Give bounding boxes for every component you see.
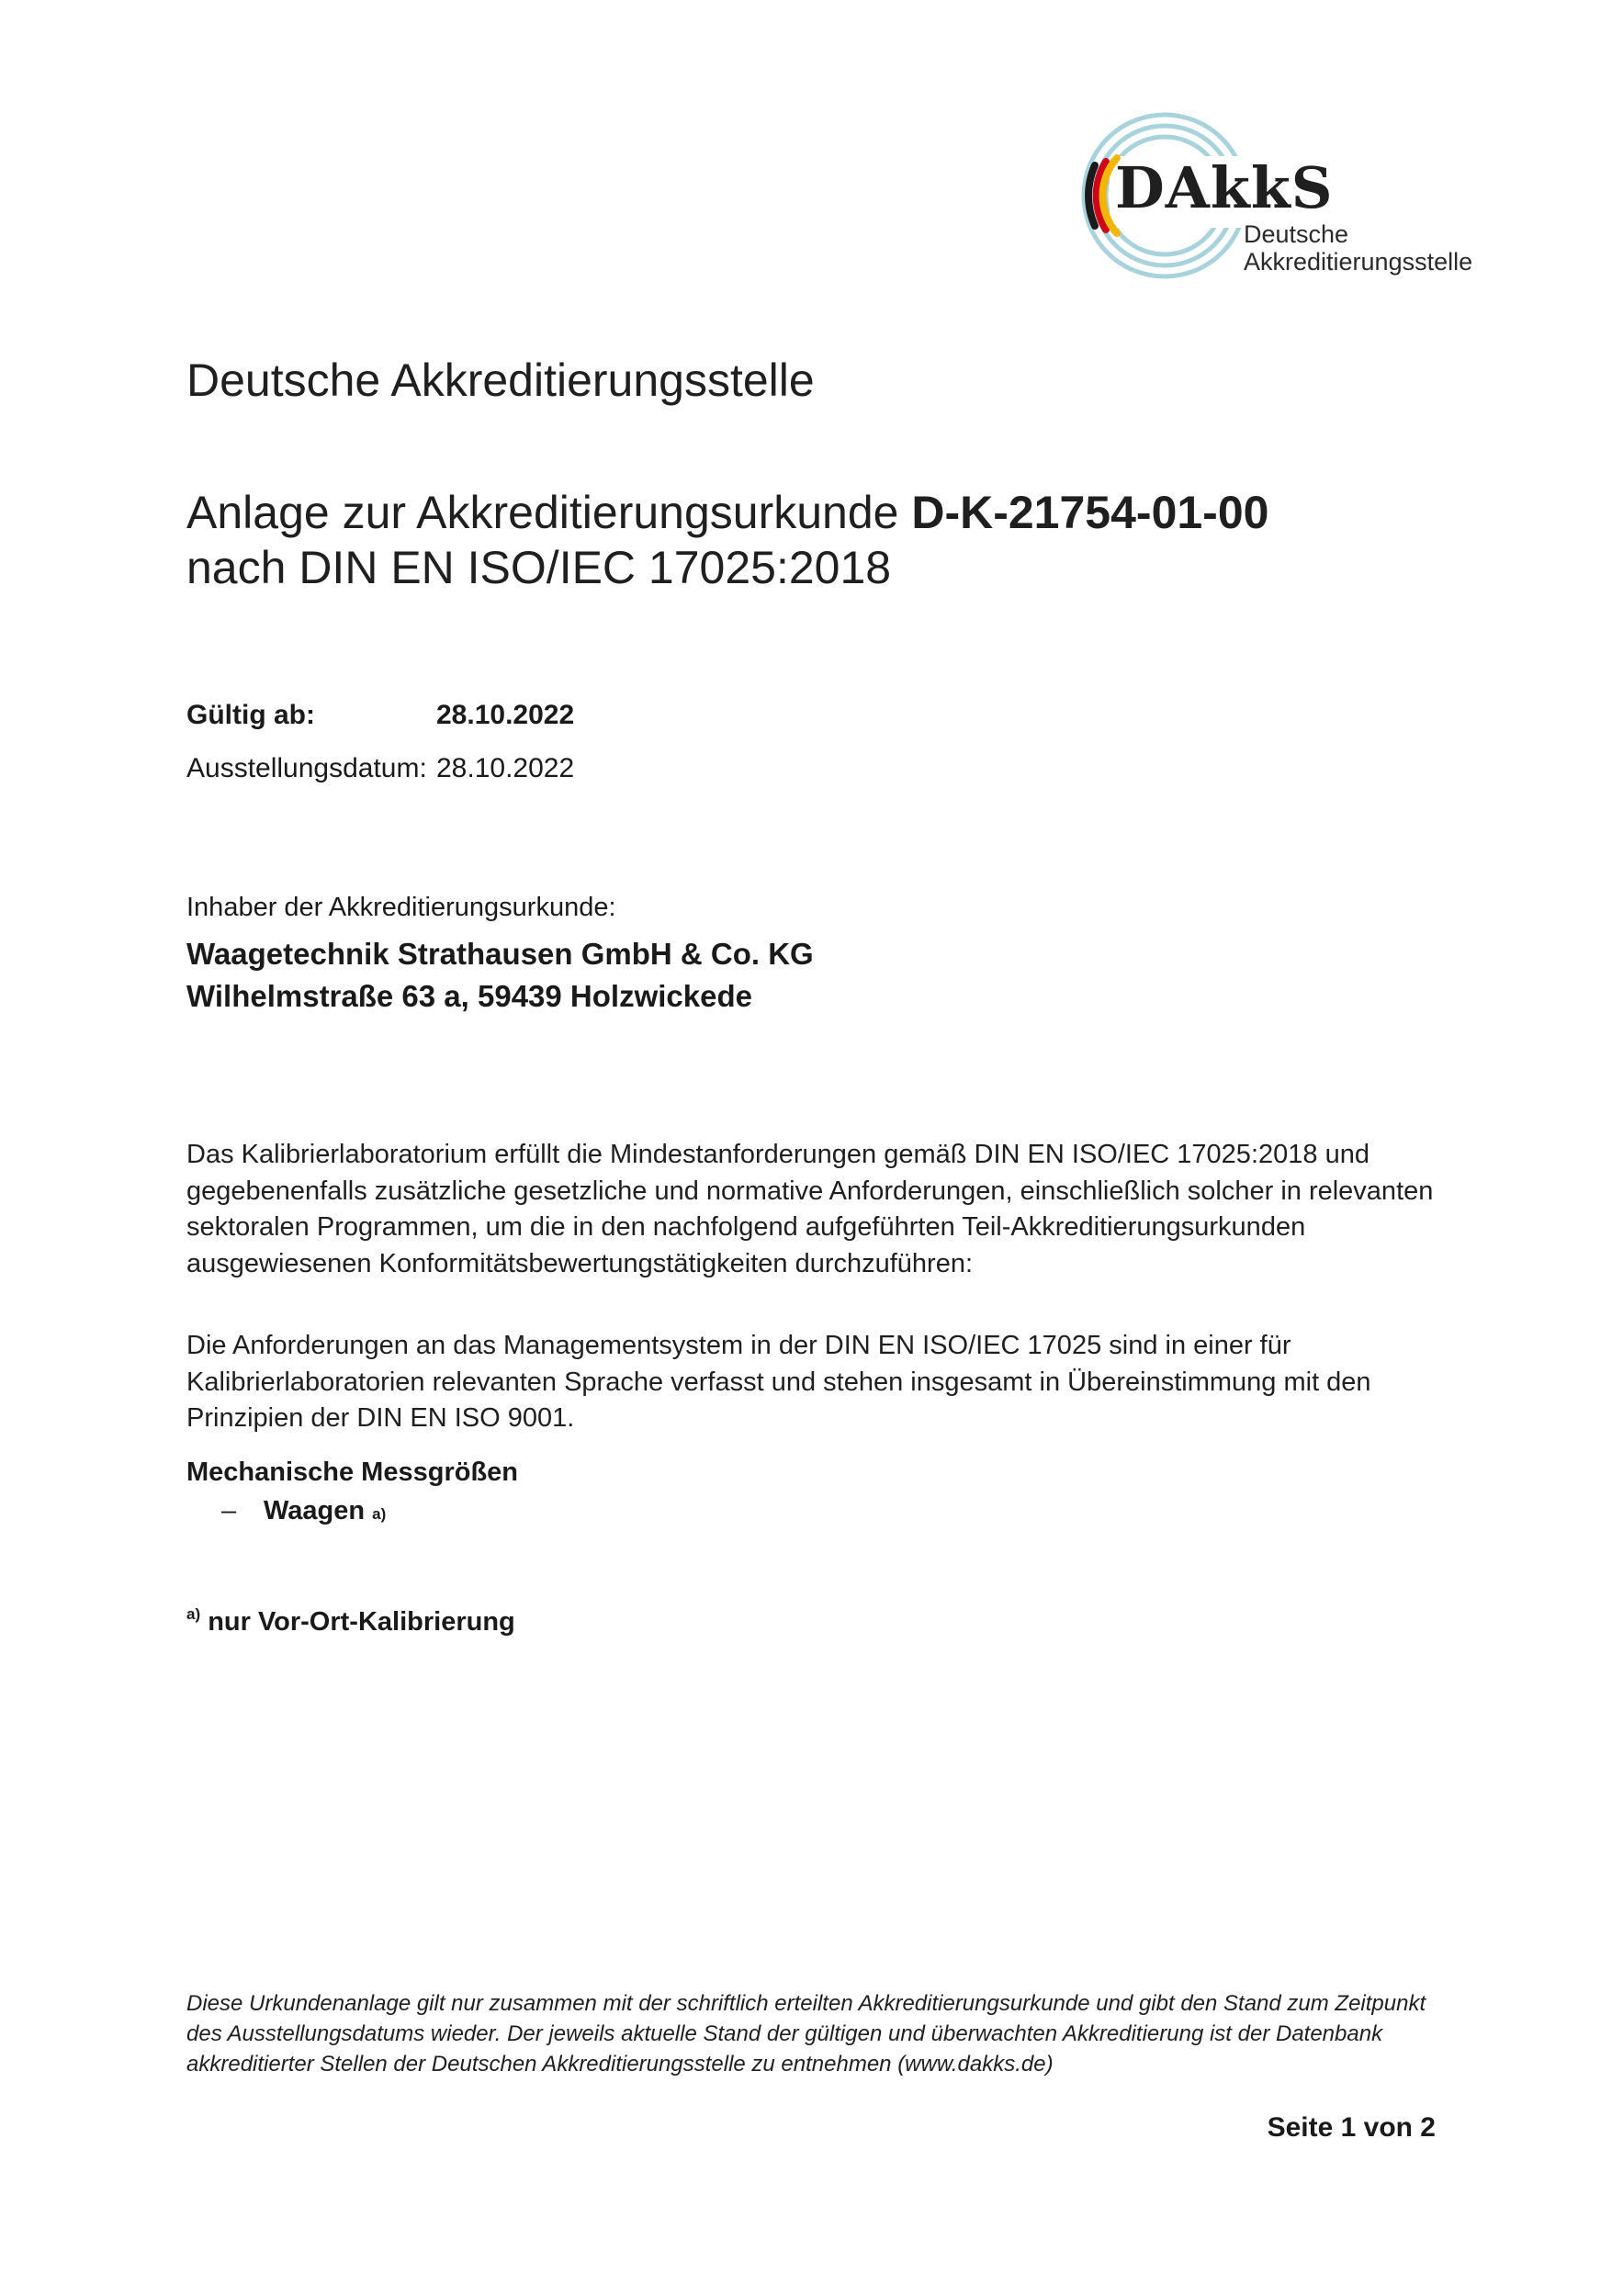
holder-address: Wilhelmstraße 63 a, 59439 Holzwickede: [186, 979, 752, 1013]
title-line2: nach DIN EN ISO/IEC 17025:2018: [186, 542, 892, 593]
dakks-logo: [1073, 108, 1495, 283]
issue-date-label: Ausstellungsdatum:: [186, 753, 427, 783]
footnote-marker: a): [186, 1605, 201, 1623]
holder-intro: Inhaber der Akkreditierungsurkunde:: [186, 893, 616, 922]
footnote-text: nur Vor-Ort-Kalibrierung: [208, 1607, 515, 1637]
title-line1: [186, 485, 1268, 540]
scope-section: [186, 1453, 518, 1530]
footnote: [186, 1603, 515, 1641]
logo-subtitle-line1: Deutsche: [1244, 220, 1349, 248]
issue-date-row: [186, 742, 574, 795]
footer-note: Diese Urkundenanlage gilt nur zusammen mit der schriftlich erteilten Akkreditierungsurkunde und gibt den Stand zum Zeitpunkt des Ausstellungsdatums wieder. Der jeweils aktuelle Stand der gültigen und überwachten Akkreditierung ist der Datenbank akkreditierter Stellen der Deutschen Akkreditierungsstelle zu entnehmen (www.dakks.de): [186, 1991, 1426, 2077]
page-number: Seite 1 von 2: [1267, 2112, 1436, 2143]
valid-from-row: [186, 689, 574, 742]
valid-from-value: 28.10.2022: [436, 700, 575, 730]
body-paragraph-2: Die Anforderungen an das Managementsystem in der DIN EN ISO/IEC 17025 sind in einer für Kalibrierlaboratorien relevanten Sprache verfasst und stehen insgesamt in Übereinstimmung mit den Prinzipien der DIN EN ISO 9001.: [186, 1331, 1371, 1433]
logo-subtitle: [1244, 220, 1472, 276]
scope-item-label: Waagen: [264, 1496, 366, 1525]
certificate-number: D-K-21754-01-00: [911, 487, 1269, 538]
holder-block: [186, 889, 814, 1018]
dates-block: [186, 689, 574, 795]
logo-subtitle-line2: Akkreditierungsstelle: [1244, 248, 1473, 276]
valid-from-label: Gültig ab:: [186, 700, 315, 730]
scope-title: Mechanische Messgrößen: [186, 1458, 518, 1487]
issue-date-value: 28.10.2022: [436, 753, 575, 783]
logo-wordmark: DAkkS: [1115, 154, 1334, 221]
title-prefix: Anlage zur Akkreditierungsurkunde: [186, 487, 912, 538]
body-paragraph-1: Das Kalibrierlaboratorium erfüllt die Mindestanforderungen gemäß DIN EN ISO/IEC 17025:2018 und gegebenenfalls zusätzliche gesetzliche und normative Anforderungen, einschließlich solcher in relevanten sektoralen Programmen, um die in den nachfolgend aufgeführten Teil-Akkreditierungsurkunden ausgewiesenen Konformitätsbewertungstätigkeiten durchzuführen:: [186, 1140, 1434, 1278]
document-title: [186, 485, 1268, 595]
holder-name: Waagetechnik Strathausen GmbH & Co. KG: [186, 937, 814, 971]
dash-bullet: –: [221, 1496, 237, 1525]
organization-heading: Deutsche Akkreditierungsstelle: [186, 355, 815, 406]
scope-item: – Waagen a): [221, 1491, 518, 1530]
